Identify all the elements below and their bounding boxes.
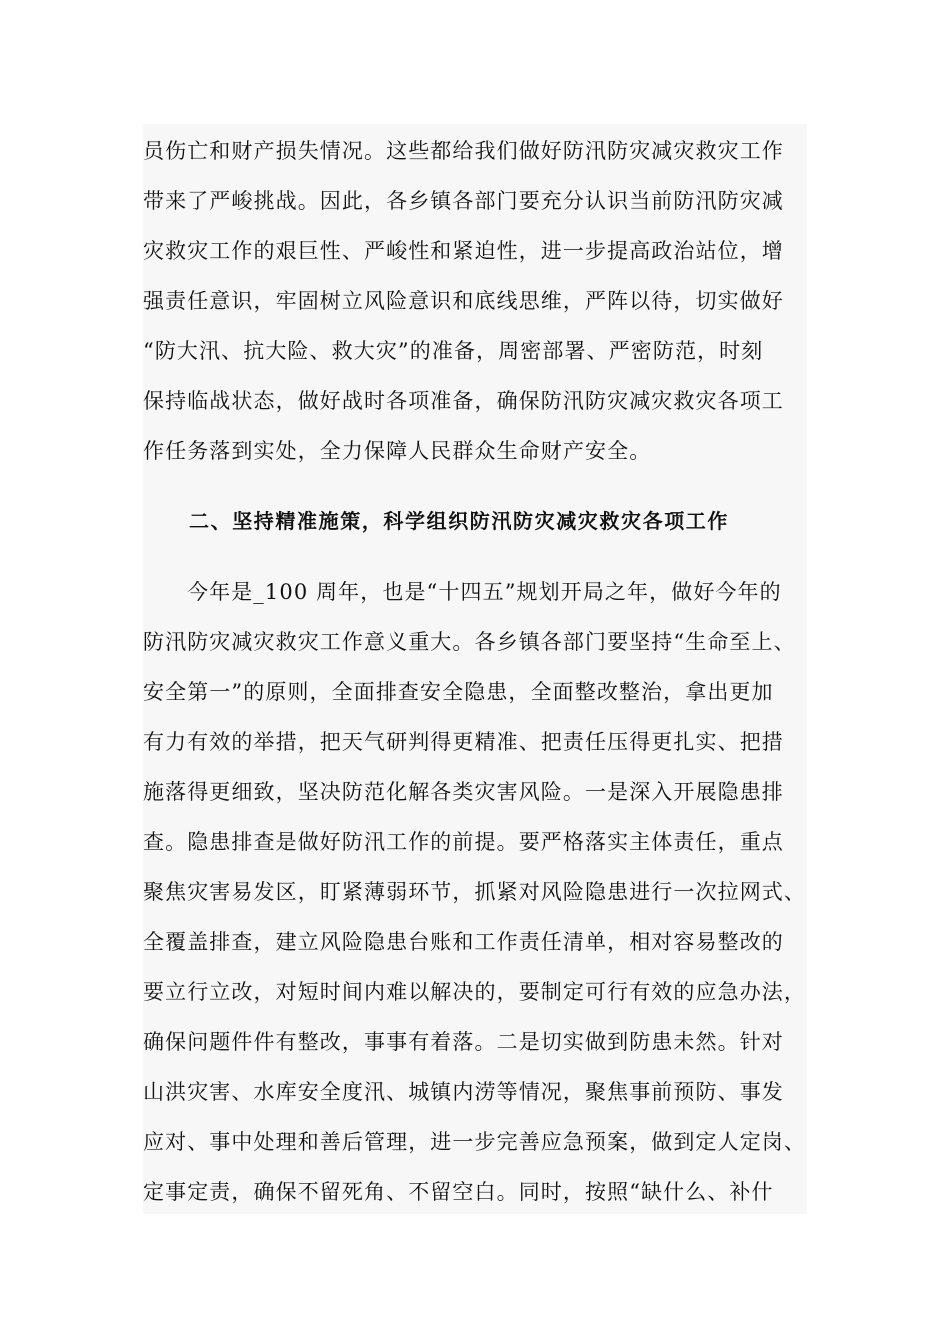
body-line: 灾救灾工作的艰巨性、严峻性和紧迫性，进一步提高政治站位，增 — [143, 239, 784, 263]
body-line: “防大汛、抗大险、救大灾”的准备，周密部署、严密防范，时刻 — [143, 339, 764, 363]
body-line: 查。隐患排查是做好防汛工作的前提。要严格落实主体责任，重点 — [143, 830, 784, 854]
body-line: 防汛防灾减灾救灾工作意义重大。各乡镇各部门要坚持“生命至上、 — [143, 630, 796, 654]
body-line: 今年是_100 周年，也是“十四五”规划开局之年，做好今年的 — [187, 580, 782, 604]
body-line: 强责任意识，牢固树立风险意识和底线思维，严阵以待，切实做好 — [143, 289, 784, 313]
body-line: 有力有效的举措，把天气研判得更精准、把责任压得更扎实、把措 — [143, 730, 784, 754]
body-line: 安全第一”的原则，全面排查安全隐患，全面整改整治，拿出更加 — [143, 680, 774, 704]
body-line: 定事定责，确保不留死角、不留空白。同时，按照“缺什么、补什 — [143, 1180, 774, 1204]
body-line: 山洪灾害、水库安全度汛、城镇内涝等情况，聚焦事前预防、事发 — [143, 1080, 784, 1104]
body-line: 聚焦灾害易发区，盯紧薄弱环节，抓紧对风险隐患进行一次拉网式、 — [143, 880, 806, 904]
body-line: 确保问题件件有整改，事事有着落。二是切实做到防患未然。针对 — [143, 1030, 784, 1054]
body-line: 全覆盖排查，建立风险隐患台账和工作责任清单，相对容易整改的 — [143, 930, 784, 954]
body-line: 施落得更细致，坚决防范化解各类灾害风险。一是深入开展隐患排 — [143, 780, 784, 804]
body-line: 员伤亡和财产损失情况。这些都给我们做好防汛防灾减灾救灾工作 — [143, 139, 784, 163]
body-line: 要立行立改，对短时间内难以解决的，要制定可行有效的应急办法， — [143, 980, 806, 1004]
body-line: 作任务落到实处，全力保障人民群众生命财产安全。 — [143, 439, 652, 463]
body-line: 应对、事中处理和善后管理，进一步完善应急预案，做到定人定岗、 — [143, 1130, 806, 1154]
section-heading: 二、坚持精准施策，科学组织防汛防灾减灾救灾各项工作 — [189, 509, 729, 533]
document-text-block — [143, 124, 807, 1214]
body-line: 带来了严峻挑战。因此，各乡镇各部门要充分认识当前防汛防灾减 — [143, 189, 784, 213]
body-line: 保持临战状态，做好战时各项准备，确保防汛防灾减灾救灾各项工 — [143, 389, 784, 413]
